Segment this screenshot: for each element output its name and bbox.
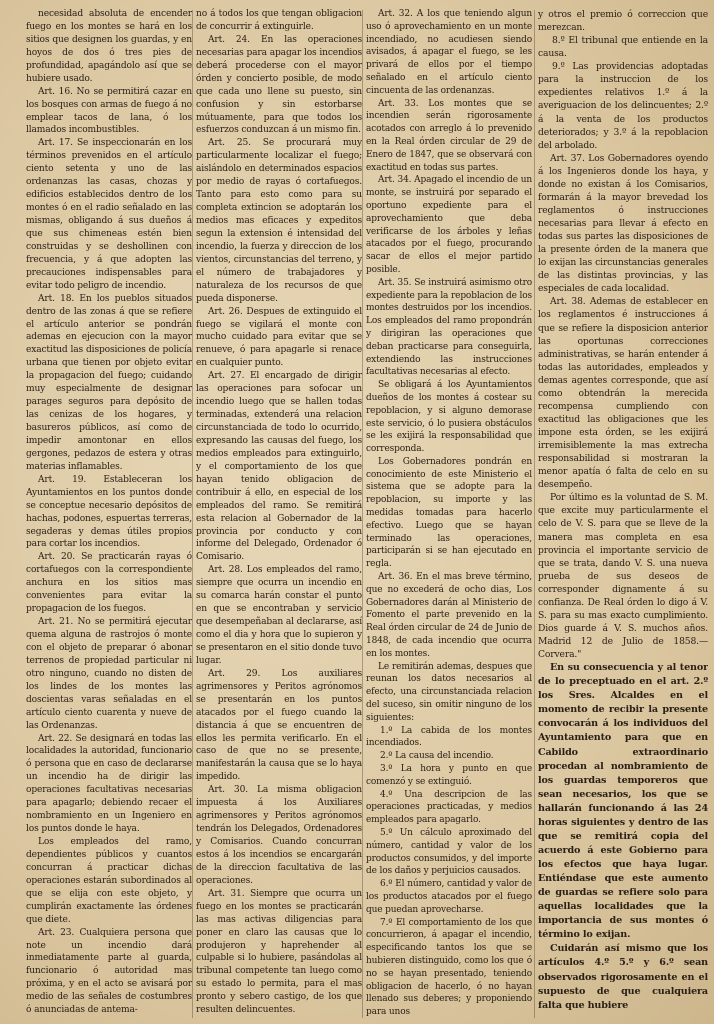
paragraph: Los Gobernadores pondrán en conocimiento de este Ministerio el sistema que se adopte para la repoblacion, su importe y las medidas tomadas para hacerlo efectivo. Luego que se hayan terminado las operaciones, participarán si se han ejecutado en regla. [366, 456, 532, 570]
paragraph: 4.º Una descripcion de las operaciones practicadas, y medios empleados para apagarlo. [366, 789, 532, 826]
paragraph: Art. 38. Ademas de establecer en los reglamentos é instrucciones á que se refiere la disposicion anterior las oportunas correcciones administrativas, se harán entender á todas las autoridades, empleados y demas agentes corresponde, que así como obtendrán la merecida recompensa cumpliendo con exactitud las obligaciones que les impone esta órden, se les exijirá irremisiblemente la mas extrecha responsabilidad si mostraran la menor apatía ó falta de celo en su desempeño. [538, 296, 708, 491]
paragraph: Art. 33. Los montes que se incendien serán rigorosamente acotados con arreglo á lo prevenido en la Real órden circular de 29 de Enero de 1847, que se observará con exactitud en todas sus partes. [366, 98, 532, 173]
paragraph: Art. 24. En las operaciones necesarias para apagar los incendios deberá procederse con el mayor órden y concierto posible, de modo que cada uno llene su puesto, sin confusion y sin estorbarse mútuamente, para que todos los esfuerzos conduzcan á un mismo fin. [196, 34, 362, 136]
paragraph: Art. 30. La misma obligacion impuesta á los Auxiliares agrimensores y Peritos agrónomos tendrán los Delegados, Ordenadores y Comisarios. Cuando concurran estos á los incendios se encargarán de la direccion facultativa de las operaciones. [196, 785, 362, 886]
paragraph: necesidad absoluta de encender fuego en los montes se hará en los sitios que designen los guardas, y en hoyos de dos ó tres pies de profundidad, apagándolo así que se hubiere usado. [26, 9, 192, 84]
paragraph: Art. 37. Los Gobernadores oyendo á los Ingenieros donde los haya, y donde no existan á los Comisarios, formarán á la mayor brevedad los reglamentos ó instrucciones necesarias para llevar á efecto en todas sus partes las disposiciones de la presente órden de la manera que lo exijan las circunstancias generales de las distintas provincias, y las especiales de cada localidad. [538, 152, 708, 295]
column-rule [362, 10, 363, 1018]
text-column-4 [538, 8, 708, 1020]
paragraph: 6.º El número, cantidad y valor de los productos atacados por el fuego que puedan aprovecharse. [366, 879, 532, 915]
paragraph: y otros el premio ó correccion que merezcan. [538, 9, 708, 34]
paragraph: 5.º Un cálculo aproximado del número, cantidad y valor de los productos consumidos, y del importe de los daños y perjuicios causados. [366, 828, 532, 877]
paragraph: Los empleados del ramo, dependientes públicos y cuantos concurran á practicar dichas operaciones estarán subordinados al que se elija con este objeto, y cumplirán exactamente las órdenes que diete. [26, 837, 192, 925]
text-column-3 [366, 8, 532, 1020]
text-column-2 [196, 8, 362, 1020]
paragraph: Art. 28. Los empleados del ramo, siempre que ocurra un incendio en su comarca harán constar el punto en que se encontraban y servicio que desempeñaban al declararse, así como el dia y hora que lo supieron y se presentaron en el sitio donde tuvo lugar. [196, 565, 362, 666]
paragraph: Se obligará á los Ayuntamientos dueños de los montes á costear su repoblacion, y si alguno demorase este servicio, ó lo pusiera obstáculos se les exijirá la responsabilidad que corresponda. [366, 380, 532, 455]
text-column-1 [26, 8, 192, 1020]
paragraph: Cuidarán así mismo que los artículos 4.º 5.º y 6.º sean observados rigorosamente en el supuesto de que cualquiera falta que hubiere [538, 943, 708, 1011]
paragraph: Art. 29. Los auxiliares agrimensores y Peritos agrónomos se presentarán en los puntos atacados por el fuego cuando la distancia á que se encuentren de ellos les permita verificarlo. En el caso de que no se presente, manifestarán la causa que se lo haya impedido. [196, 668, 362, 783]
paragraph: Art. 35. Se instruirá asimismo otro expediente para la repoblacion de los montes destruidos por los incendios. Los empleados del ramo propondrán y dirigiran las operaciones que deban practicarse para conseguirla, extendiendo las instrucciones facultativas necesarias al efecto. [366, 277, 532, 378]
paragraph: Art. 21. No se permitirá ejecutar quema alguna de rastrojos ó monte con el objeto de preparar ó abonar terrenos de propiedad particular ni otro ninguno, cuando no disten de los lindes de los montes las doscientas varas señaladas en el artículo ciento cuarenta y nueve de las Ordenanzas. [26, 617, 192, 731]
paragraph: Art. 32. A los que teniendo algun uso ó aprovechamiento en un monte incendiado, no acudiesen siendo avisados, á apagar el fuego, se les privará de ellos por el tiempo señalado en el artículo ciento cincuenta de las ordenanzas. [366, 9, 532, 96]
paragraph: Art. 17. Se inspeccionarán en los términos prevenidos en el artículo ciento setenta y uno de las ordenanzas las casas, chozas y edificios establecidos dentro de los montes ó en el radio señalado en las mismas, obligando á sus dueños á que sus chimeneas estén bien construidas y se deshollinen con frecuencia, y á que adopten las precauciones indispensables para evitar todo peligro de incendio. [26, 138, 192, 291]
paragraph: Art. 36. En el mas breve término, que no excederá de ocho dias, Los Gobernadores darán al Ministerio de Fomento el parte prevenido en la Real órden circular de 24 de Junio de 1848, de cada incendio que ocurra en los montes. [366, 572, 532, 659]
column-rule [192, 10, 193, 1018]
paragraph: Art. 31. Siempre que ocurra un fuego en los montes se practicarán las mas activas diligencias para poner en claro las causas que lo produjeron y haprehender al culpable si lo hubiere, pasándolas al tribunal competente tan luego como su estado lo permita, para el mas pronto y sebero castigo, de los que resulten delincuentes. [196, 888, 362, 1016]
paragraph: Art. 22. Se designará en todas las localidades la autoridad, funcionario ó persona que en caso de declararse un incendio ha de dirigir las operaciones facultativas necesarias para apagarlo; debiendo recaer el nombramiento en un Ingeniero en los puntos donde le haya. [26, 733, 192, 835]
paragraph: 7.º El comportamiento de los que concurrieron, á apagar el incendio, especificando tantos los que se hubieren distinguido, como los que ó no se hayan presentado, teniendo obligacion de hacerlo, ó no hayan llenado sus deberes; y proponiendo para unos [366, 917, 532, 1018]
paragraph: no á todos los que tengan obligacion de concurrir á extinguirle. [196, 9, 362, 32]
paragraph: Art. 18. En los pueblos situados dentro de las zonas á que se refiere el artículo anterior se pondrán ademas en ejecucion con la mayor exactitud las disposiciones de policía urbana que tienen por objeto evitar la propagacion del fuego; cuidando muy especialmente de designar parages seguros para depósito de las cenizas de los hogares, y basureros públicos, así como de impedir amontonar en ellos gergones, pedazos de estera y otras materias inflamables. [26, 293, 192, 472]
paragraph: Por último es la voluntad de S. M. que excite muy particularmente el celo de V. S. para que se lleve de la manera mas completa en esa provincia el importante servicio de que se trata, dando V. S. una nueva prueba de sus deseos de corresponder dignamente á su confianza. De Real órden lo digo á V. S. para su mas exacto cumplimiento. Dios guarde á V. S. muchos años. Madrid 12 de Julio de 1858.—Corvera." [538, 492, 708, 661]
paragraph: Art. 25. Se procurará muy particularmente localizar el fuego; aislándolo en determinados espacios por medio de rayas ó cortafuegos. Tanto para esto como para su completa extincion se adoptarán los medios mas eficaces y expeditos segun la extension é intensidad del incendio, la fuerza y direccion de los vientos, circunstancias del terreno, y el número de trabajadores y naturaleza de los recursos de que pueda disponerse. [196, 138, 362, 304]
paragraph: Art. 19. Estableceran los Ayuntamientos en los puntos donde se conceptue necesario depósitos de hachas, podones, espuertas terreras, segaderas y demas útiles propios para cortar los incendios. [26, 474, 192, 550]
paragraph: Art. 26. Despues de extinguido el fuego se vigilará el monte con mucho cuidado para evitar que se renueve, ó para apagarle si renace en cualquier punto. [196, 306, 362, 369]
paragraph: Art. 34. Apagado el incendio de un monte, se instruirá por separado el oportuno expediente para el aprovechamiento que deba verificarse de los árboles y leñas atacados por el fuego, procurando sacar de ellos el mejor partido posible. [366, 175, 532, 275]
column-rule [534, 10, 535, 1018]
paragraph: 1.º La cabida de los montes incendiados. [366, 725, 532, 749]
paragraph: En su consecuencia y al tenor de lo preceptuado en el art. 2.º los Sres. Alcaldes en el momento de recibir la presente convocarán á los individuos del Ayuntamiento para que en Cabildo extraordinario procedan al nombramiento de los guardas temporeros que sean necesarios, los que se hallarán funcionando á las 24 horas siguientes y dentro de las que se remitirá copia del acuerdo á este Gobierno para los efectos que haya lugar. Entiéndase que este aumento de guardas se refiere solo para aquellas localidades que la importancia de sus montes ó término lo exijan. [538, 662, 708, 941]
paragraph: Art. 27. El encargado de dirigir las operaciones para sofocar un incendio luego que se hallen todas terminadas, extenderá una relacion circunstanciada de todo lo ocurrido, expresando las causas del fuego, los medios empleados para extinguirlo, y el comportamiento de los que hayan tenido obligacion de contribuir á ello, en especial de los empleados del ramo. Se remitirá esta relacion al Gobernador de la provincia por conducto y con informe del Delegado, Ordenador ó Comisario. [196, 371, 362, 563]
paragraph: 8.º El tribunal que entiende en la causa. [538, 35, 708, 60]
paragraph: Art. 20. Se practicarán rayas ó cortafuegos con la correspondiente anchura en los sitios mas convenientes para evitar la propagacion de los fuegos. [26, 552, 192, 615]
paragraph: 2.º La causa del incendio. [380, 751, 494, 762]
paragraph: 9.º Las providencias adoptadas para la instruccion de los expedientes relativos 1.º á la averiguacion de los delincuentes; 2.º á la venta de los productos deteriorados; y 3.º á la repoblacion del arbolado. [538, 61, 708, 151]
paragraph: 3.º La hora y punto en que comenzó y se extinguió. [366, 764, 532, 787]
paragraph: Le remitirán ademas, despues que reunan los datos necesarios al efecto, una circunstanciada relacion del suceso, sin omitir ninguno de los siguientes: [366, 661, 532, 723]
paragraph: Art. 23. Cualquiera persona que note un incendio dará inmediatamente parte al guarda, funcionario ó autoridad mas próxima, y en el acto se avisará por medio de las señales de costumbres ó anunciadas de antema- [26, 927, 192, 1016]
paragraph: Art. 16. No se permitirá cazar en los bosques con armas de fuego á no emplear tacos de lana, ó los llamados incombustibles. [26, 86, 192, 136]
